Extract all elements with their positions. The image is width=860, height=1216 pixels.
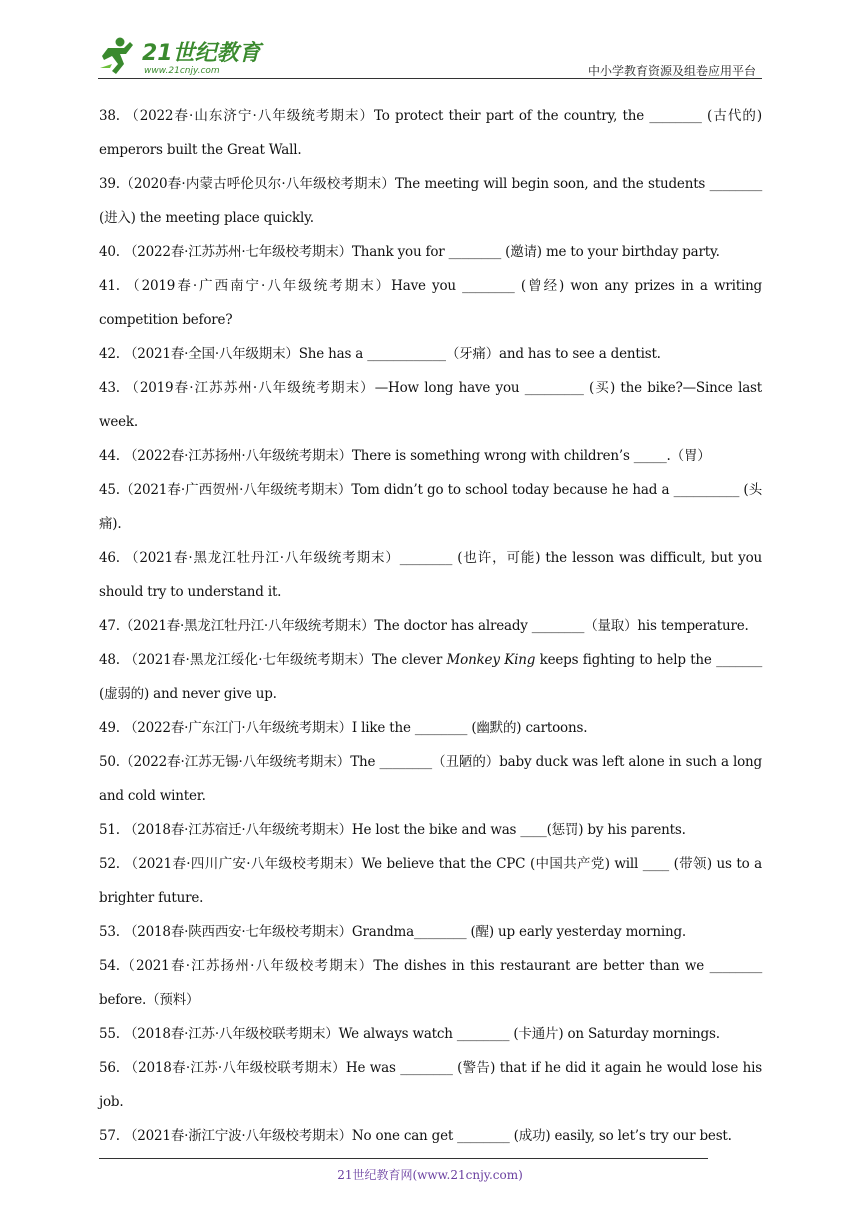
footer-divider (99, 1158, 708, 1159)
question-number: 41. (99, 278, 120, 294)
question-text: （2021春·广西贺州·八年级统考期末）Tom didn’t go to school today because he had a __________ (头痛). (99, 482, 762, 532)
question-number: 39. (99, 176, 120, 192)
question-49 (99, 711, 762, 745)
question-number: 52. (99, 856, 120, 872)
question-text: keeps fighting to help the _______ (虚弱的) and never give up. (99, 652, 763, 702)
question-38 (99, 99, 762, 167)
question-text: （2022春·山东济宁·八年级统考期末）To protect their part of the country, the ________ (古代的) emperors built the Great Wall. (99, 108, 762, 158)
question-39 (99, 167, 762, 235)
question-text: （2019春·广西南宁·八年级统考期末）Have you ________ (曾经) won any prizes in a writing competition before? (99, 278, 763, 328)
question-40 (99, 235, 762, 269)
question-text: （2022春·江苏扬州·八年级统考期末）There is something wrong with children’s _____.（胃） (123, 448, 711, 464)
logo-url: www.21cnjy.com (144, 66, 220, 76)
question-53 (99, 915, 762, 949)
question-text: （2021春·黑龙江绥化·七年级统考期末）The clever (124, 652, 447, 668)
question-text: （2018春·江苏宿迁·八年级统考期末）He lost the bike and was ____(惩罚) by his parents. (123, 822, 686, 838)
question-54 (99, 949, 762, 1017)
question-number: 51. (99, 822, 120, 838)
question-43 (99, 371, 762, 439)
question-list (99, 99, 762, 1153)
page-header (98, 26, 762, 78)
question-number: 42. (99, 346, 120, 362)
question-text: （2021春·黑龙江牡丹江·八年级统考期末）________ (也许，可能) the lesson was difficult, but you should try to understand it. (99, 550, 762, 600)
question-text: （2021春·四川广安·八年级校考期末）We believe that the CPC (中国共产党) will ____ (带领) us to a brighter future. (99, 856, 763, 906)
platform-label: 中小学教育资源及组卷应用平台 (587, 64, 756, 78)
question-number: 40. (99, 244, 120, 260)
question-number: 56. (99, 1060, 120, 1076)
question-number: 50. (99, 754, 120, 770)
header-divider (98, 78, 762, 79)
question-text: （2018春·陕西西安·七年级校考期末）Grandma________ (醒) up early yesterday morning. (123, 924, 686, 940)
footer-text: 21世纪教育网(www.21cnjy.com) (337, 1168, 523, 1182)
question-50 (99, 745, 762, 813)
question-56 (99, 1051, 762, 1119)
question-number: 55. (99, 1026, 120, 1042)
question-41 (99, 269, 762, 337)
question-number: 45. (99, 482, 120, 498)
question-52 (99, 847, 762, 915)
question-57 (99, 1119, 762, 1153)
question-51 (99, 813, 762, 847)
runner-icon (100, 38, 133, 75)
question-number: 57. (99, 1128, 120, 1144)
question-text: （2020春·内蒙古呼伦贝尔·八年级校考期末）The meeting will begin soon, and the students ________ (进入) the meeting place quickly. (99, 176, 762, 226)
question-42 (99, 337, 762, 371)
question-45 (99, 473, 762, 541)
question-number: 54. (99, 958, 120, 974)
question-number: 38. (99, 108, 120, 124)
question-55 (99, 1017, 762, 1051)
question-text: （2022春·江苏苏州·七年级校考期末）Thank you for ________ (邀请) me to your birthday party. (123, 244, 720, 260)
question-number: 46. (99, 550, 120, 566)
question-44 (99, 439, 762, 473)
question-text: （2018春·江苏·八年级校联考期末）We always watch ________ (卡通片) on Saturday mornings. (123, 1026, 720, 1042)
question-text: （2021春·全国·八年级期末）She has a ____________（牙痛）and has to see a dentist. (123, 346, 661, 362)
question-46 (99, 541, 762, 609)
question-text: （2021春·江苏扬州·八年级校考期末）The dishes in this restaurant are better than we ________ before.（预料） (99, 958, 762, 1008)
question-text: （2021春·浙江宁波·八年级校考期末）No one can get ________ (成功) easily, so let’s try our best. (123, 1128, 732, 1144)
logo-text: 21世纪教育 (142, 41, 261, 66)
question-text: （2018春·江苏·八年级校联考期末）He was ________ (警告) that if he did it again he would lose his job. (99, 1060, 762, 1110)
question-text: （2022春·江苏无锡·八年级统考期末）The ________（丑陋的）baby duck was left alone in such a long and cold winter. (99, 754, 762, 804)
question-text: （2022春·广东江门·八年级统考期末）I like the ________ (幽默的) cartoons. (123, 720, 588, 736)
question-number: 49. (99, 720, 120, 736)
logo (98, 34, 268, 78)
question-text: （2021春·黑龙江牡丹江·八年级统考期末）The doctor has already ________（量取）his temperature. (119, 618, 749, 634)
question-number: 47. (99, 618, 120, 634)
question-number: 48. (99, 652, 120, 668)
question-number: 53. (99, 924, 120, 940)
question-48 (99, 643, 762, 711)
question-text: （2019春·江苏苏州·八年级统考期末）—How long have you _________ (买) the bike?—Since last week. (99, 380, 763, 430)
question-number: 43. (99, 380, 120, 396)
question-47 (99, 609, 762, 643)
question-number: 44. (99, 448, 120, 464)
book-title: Monkey King (446, 652, 536, 668)
